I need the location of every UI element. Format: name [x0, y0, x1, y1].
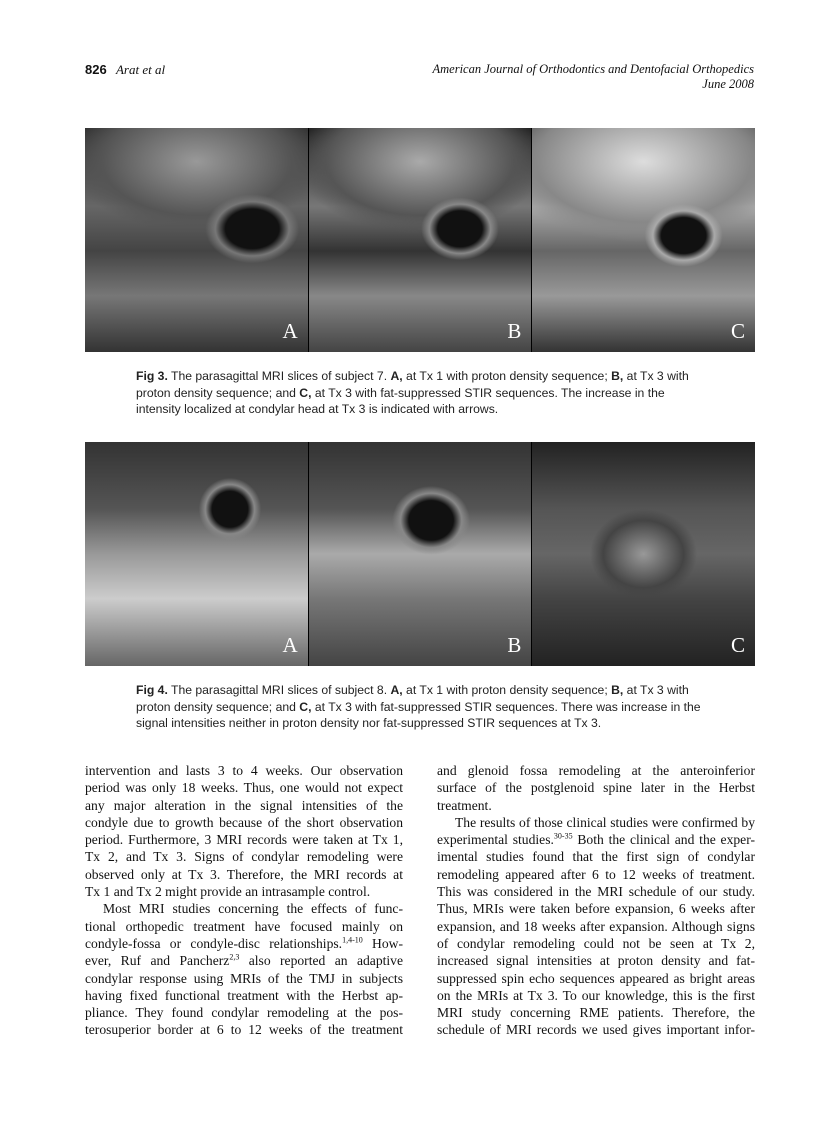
body-column-right: [437, 762, 755, 1039]
line-text: Both the clinical and the exper-: [572, 832, 755, 848]
line-text: period. Furthermore, 3 MRI records were taken at Tx 1,: [85, 832, 403, 848]
line-text: Tx 2, and Tx 3. Signs of condylar remodeling were: [85, 849, 403, 865]
mri-panel-b: [309, 442, 532, 666]
figure-4-caption: [136, 682, 706, 732]
line-text: treatment.: [437, 797, 492, 813]
body-line: [437, 918, 755, 935]
line-text: and glenoid fossa remodeling at the anteroinferior: [437, 763, 755, 778]
body-line: [437, 831, 755, 848]
line-text: The results of those clinical studies were confirmed by: [455, 814, 755, 830]
line-text: having fixed functional treatment with the Herbst ap-: [85, 987, 403, 1003]
line-text: pliance. They found condylar remodeling at the pos-: [85, 1005, 403, 1021]
line-text: on the MRIs at Tx 3. To our knowledge, this is the first: [437, 987, 755, 1003]
body-line: [85, 848, 403, 865]
body-line: [85, 1004, 403, 1021]
figure-4-images: [85, 442, 755, 666]
body-line: [437, 797, 755, 814]
body-line: [85, 1021, 403, 1038]
line-text: imental studies found that the first sign of condylar: [437, 849, 755, 865]
line-text: terosuperior border at 6 to 12 weeks of the treatment: [85, 1022, 403, 1038]
line-text: Thus, MRIs were taken before expansion, 6 weeks after: [437, 901, 755, 917]
line-text: observed only at Tx 3. Therefore, the MRI records at: [85, 866, 403, 882]
caption-text: B,: [611, 683, 624, 697]
body-line: [85, 762, 403, 779]
caption-text: The parasagittal MRI slices of subject 7.: [167, 369, 391, 383]
line-text: MRI study concerning RME patients. Therefore, the: [437, 1005, 755, 1021]
line-text: intervention and lasts 3 to 4 weeks. Our observation: [85, 763, 403, 778]
caption-text: at Tx 3 with proton density sequence; and: [136, 369, 689, 400]
line-text: suppressed spin echo sequences appeared as bright areas: [437, 970, 755, 986]
caption-text: A,: [390, 369, 403, 383]
line-text: period was only 18 weeks. Thus, one would not expect: [85, 780, 403, 796]
caption-label: Fig 4.: [136, 683, 168, 697]
body-line: [437, 987, 755, 1004]
body-line: [437, 848, 755, 865]
body-line: [85, 970, 403, 987]
body-line: [437, 762, 755, 779]
caption-text: at Tx 3 with fat-suppressed STIR sequences. There was increase in the signal intensities neither in proton density nor fat-suppressed STIR sequences at Tx 3.: [136, 699, 701, 730]
body-line: [85, 797, 403, 814]
caption-text: C,: [299, 385, 312, 400]
panel-label: C: [731, 319, 746, 343]
line-text: experimental studies.: [437, 832, 554, 848]
line-text: ever, Ruf and Pancherz: [85, 953, 230, 969]
mri-panel-c: [532, 442, 755, 666]
line-text: Tx 1 and Tx 2 might provide an intrasample control.: [85, 884, 371, 900]
body-line: [437, 814, 755, 831]
caption-text: The parasagittal MRI slices of subject 8.: [167, 683, 391, 697]
line-text: expansion, and 18 weeks after expansion. Although signs: [437, 918, 755, 934]
line-text: surface of the postglenoid spine later in the Herbst: [437, 780, 755, 796]
line-text: How-: [362, 935, 403, 951]
mri-panel-c: [532, 128, 755, 352]
body-line: [85, 831, 403, 848]
panel-label: A: [282, 633, 298, 657]
panel-label: B: [507, 319, 522, 343]
caption-label: Fig 3.: [136, 369, 168, 383]
body-line: [437, 952, 755, 969]
body-line: [437, 1021, 755, 1038]
body-line: [437, 935, 755, 952]
running-header-right: [433, 62, 755, 92]
page-number: 826: [85, 62, 107, 77]
line-text: increased signal intensities at proton density and fat-: [437, 953, 755, 969]
line-text: also reported an adaptive: [239, 953, 404, 969]
caption-text: C,: [299, 699, 312, 714]
body-line: [85, 900, 403, 917]
line-text: of condylar remodeling could not be seen at Tx 2,: [437, 935, 755, 951]
line-text: condyle due to growth because of the short observation: [85, 814, 403, 830]
body-line: [85, 952, 403, 969]
caption-text: B,: [611, 369, 624, 383]
body-line: [437, 1004, 755, 1021]
body-line: [85, 866, 403, 883]
body-column-left: [85, 762, 403, 1039]
issue-date: June 2008: [702, 77, 754, 91]
line-text: remodeling appeared after 6 to 12 weeks of treatment.: [437, 866, 755, 882]
body-line: [85, 987, 403, 1004]
running-header-left: [85, 62, 165, 78]
mri-panel-a: [85, 442, 308, 666]
body-line: [437, 900, 755, 917]
body-line: [437, 970, 755, 987]
mri-panel-b: [309, 128, 532, 352]
body-line: [437, 883, 755, 900]
line-text: Most MRI studies concerning the effects of func-: [103, 901, 403, 917]
mri-panel-a: [85, 128, 308, 352]
body-line: [85, 883, 403, 900]
body-line: [437, 866, 755, 883]
body-line: [437, 779, 755, 796]
line-text: condylar response using MRIs of the TMJ in subjects: [85, 970, 403, 986]
caption-text: at Tx 3 with fat-suppressed STIR sequences. The increase in the intensity localized at condylar head at Tx 3 is indicated with arrows.: [136, 385, 665, 416]
citation-superscript: 2,3: [229, 952, 240, 962]
caption-text: at Tx 1 with proton density sequence;: [402, 683, 612, 697]
journal-title: American Journal of Orthodontics and Dentofacial Orthopedics: [432, 62, 754, 76]
citation-superscript: 1,4-10: [342, 935, 363, 945]
caption-text: A,: [390, 683, 403, 697]
figure-3-images: [85, 128, 755, 352]
panel-label: C: [731, 633, 746, 657]
body-line: [85, 814, 403, 831]
caption-text: at Tx 3 with proton density sequence; and: [136, 683, 689, 714]
line-text: This was considered in the MRI schedule of our study.: [437, 884, 755, 900]
panel-label: A: [282, 319, 298, 343]
figure-3-caption: [136, 368, 706, 418]
body-line: [85, 918, 403, 935]
panel-label: B: [507, 633, 522, 657]
line-text: condyle-fossa or condyle-disc relationships.: [85, 935, 343, 951]
body-line: [85, 779, 403, 796]
line-text: any major alteration in the signal intensities of the: [85, 797, 403, 813]
line-text: schedule of MRI records we used gives important infor-: [437, 1022, 755, 1038]
running-authors: Arat et al: [115, 62, 166, 77]
line-text: tional orthopedic treatment have focused mainly on: [85, 918, 403, 934]
citation-superscript: 30-35: [553, 831, 573, 841]
body-line: [85, 935, 403, 952]
caption-text: at Tx 1 with proton density sequence;: [402, 369, 612, 383]
